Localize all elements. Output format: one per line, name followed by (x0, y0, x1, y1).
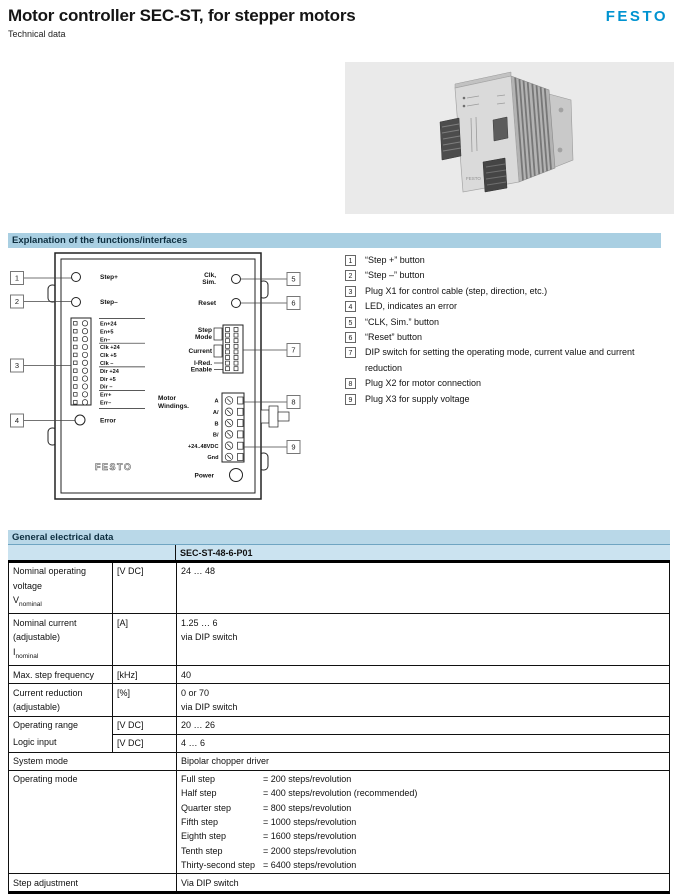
list-item (345, 299, 663, 314)
photo-led-dot (463, 105, 466, 108)
param-unit: [kHz] (112, 666, 176, 683)
svg-text:1: 1 (15, 274, 19, 283)
table-row (9, 734, 669, 752)
photo-x2-connector (483, 158, 507, 192)
param-unit: [V DC] (112, 717, 176, 734)
callout-badge: 3 (345, 286, 356, 297)
motor-windings-label-line1: Motor (158, 395, 177, 402)
param-unit: [A] (112, 614, 176, 665)
motor-windings-label-line2: Windings. (158, 403, 189, 410)
svg-text:Mode: Mode (195, 334, 212, 341)
callout-text: “Step –” button (365, 270, 425, 280)
photo-x1-connector (440, 118, 461, 160)
callout-text: DIP switch for setting the operating mode, current value and current reduction (365, 347, 634, 372)
callout-text: Plug X2 for motor connection (365, 378, 481, 388)
svg-text:8: 8 (291, 398, 295, 407)
param-name: Current reduction (adjustable) (9, 684, 112, 716)
x2-x3-terminal-block (222, 393, 244, 462)
photo-brand-label: FESTO (466, 176, 481, 181)
side-fitting (261, 406, 289, 427)
param-unit: [V DC] (112, 734, 176, 752)
reset-label: Reset (198, 300, 217, 307)
param-name: Operating range (9, 717, 112, 734)
table-empty-cell (8, 545, 175, 560)
x1-connector (71, 318, 91, 405)
svg-text:Dir +5: Dir +5 (100, 377, 116, 383)
svg-text:Gnd: Gnd (207, 455, 219, 461)
power-label: Power (194, 473, 214, 480)
clk-sim-button (232, 275, 241, 284)
svg-text:+24..48VDC: +24..48VDC (188, 444, 219, 450)
list-item (345, 392, 663, 407)
reset-button (232, 299, 241, 308)
svg-text:3: 3 (15, 361, 19, 370)
table-row (9, 665, 669, 683)
svg-text:5: 5 (291, 275, 295, 284)
model-name: SEC-ST-48-6-P01 (175, 545, 670, 560)
callout-badge: 7 (345, 347, 356, 358)
param-name: Nominal current (adjustable) $I_{nominal}$ (9, 614, 112, 665)
callout-badge: 1 (345, 255, 356, 266)
svg-text:I-Red.: I-Red. (194, 360, 212, 367)
step-minus-button (72, 298, 81, 307)
list-item (345, 315, 663, 330)
svg-text:Clk +5: Clk +5 (100, 353, 117, 359)
param-name: Max. step frequency (9, 666, 112, 683)
photo-led-dot (463, 97, 466, 100)
page-subtitle: Technical data (8, 29, 66, 39)
callout-list (345, 253, 663, 407)
table-row (9, 716, 669, 734)
table-row (9, 613, 669, 665)
svg-text:En–: En– (100, 337, 110, 343)
svg-text:Err–: Err– (100, 401, 111, 407)
callout-text: “Reset” button (365, 332, 422, 342)
festo-logo: FESTO (606, 8, 668, 25)
svg-text:Enable: Enable (191, 367, 213, 374)
param-name: Nominal operating voltage $V_{nominal}$ (9, 563, 112, 614)
table-row (9, 563, 669, 614)
svg-text:Dir +24: Dir +24 (100, 369, 120, 375)
festo-logo-diagram: FESTO (95, 462, 132, 472)
list-item (345, 330, 663, 345)
callout-badge: 5 (345, 317, 356, 328)
svg-text:B: B (214, 421, 218, 427)
error-label: Error (100, 418, 116, 425)
param-value: Full step = 200 steps/revolution Half step = 400 steps/revolution (recommended) Quarter step = 800 steps/revolution Fifth step = 1000 steps/revolution Eighth step = 1600 steps/revolution Tenth step = 2000 steps/revolution Thirty-second step = 6400 steps/revolution (176, 771, 669, 874)
clk-label-line2: Sim. (202, 279, 216, 286)
param-name: System mode (9, 753, 176, 770)
svg-text:A: A (214, 399, 218, 405)
product-photo-figure (345, 62, 674, 214)
svg-text:2: 2 (15, 297, 19, 306)
param-value: 1.25 … 6 via DIP switch (176, 614, 669, 665)
photo-dip-switch (493, 117, 508, 141)
svg-text:En+5: En+5 (100, 329, 114, 335)
svg-text:4: 4 (15, 416, 19, 425)
list-item (345, 284, 663, 299)
param-name: Step adjustment (9, 874, 176, 891)
callout-badge: 9 (345, 394, 356, 405)
svg-text:A/: A/ (213, 410, 219, 416)
param-name: Operating mode (9, 771, 176, 874)
callout-badge: 8 (345, 378, 356, 389)
svg-text:9: 9 (291, 443, 295, 452)
error-led (75, 415, 85, 425)
table-body (8, 563, 670, 894)
svg-text:Clk +24: Clk +24 (100, 345, 121, 351)
clk-label-line1: Clk, (204, 272, 216, 279)
general-electrical-data-table (8, 530, 670, 894)
svg-text:B/: B/ (213, 433, 219, 439)
list-item (345, 253, 663, 268)
callout-badge: 6 (345, 332, 356, 343)
table-row (9, 770, 669, 874)
param-value: Bipolar chopper driver (176, 753, 669, 770)
power-led (230, 469, 243, 482)
product-photo (345, 62, 674, 214)
param-unit: [%] (112, 684, 176, 716)
param-value: 4 … 6 (176, 734, 669, 752)
param-value: 40 (176, 666, 669, 683)
svg-text:Clk –: Clk – (100, 361, 113, 367)
callout-text: LED, indicates an error (365, 301, 457, 311)
callout-text: “Step +” button (365, 255, 425, 265)
list-item (345, 376, 663, 391)
callout-text: “CLK, Sim.” button (365, 317, 439, 327)
section-header: Explanation of the functions/interfaces (8, 233, 661, 248)
step-minus-label: Step– (100, 299, 118, 306)
device-diagram (8, 250, 340, 512)
table-title: General electrical data (8, 530, 670, 545)
list-item (345, 345, 663, 376)
step-plus-label: Step+ (100, 274, 118, 281)
table-row (9, 752, 669, 770)
callout-badge: 4 (345, 301, 356, 312)
svg-text:6: 6 (291, 299, 295, 308)
step-plus-button (72, 273, 81, 282)
svg-text:Current: Current (189, 348, 213, 355)
table-model-row (8, 545, 670, 563)
param-value: 0 or 70 via DIP switch (176, 684, 669, 716)
param-name: Logic input (9, 734, 112, 752)
param-value: 20 … 26 (176, 717, 669, 734)
svg-text:Err+: Err+ (100, 393, 112, 399)
svg-text:7: 7 (291, 346, 295, 355)
svg-text:Dir –: Dir – (100, 385, 112, 391)
svg-text:En+24: En+24 (100, 322, 118, 328)
table-row (9, 683, 669, 716)
callout-text: Plug X3 for supply voltage (365, 394, 470, 404)
param-value: 24 … 48 (176, 563, 669, 614)
param-unit: [V DC] (112, 563, 176, 614)
param-value: Via DIP switch (176, 874, 669, 891)
list-item (345, 268, 663, 283)
callout-badge: 2 (345, 270, 356, 281)
table-row (9, 873, 669, 891)
svg-text:Step: Step (198, 327, 212, 334)
page-title: Motor controller SEC-ST, for stepper motors (8, 6, 356, 26)
callout-text: Plug X1 for control cable (step, direction, etc.) (365, 286, 547, 296)
